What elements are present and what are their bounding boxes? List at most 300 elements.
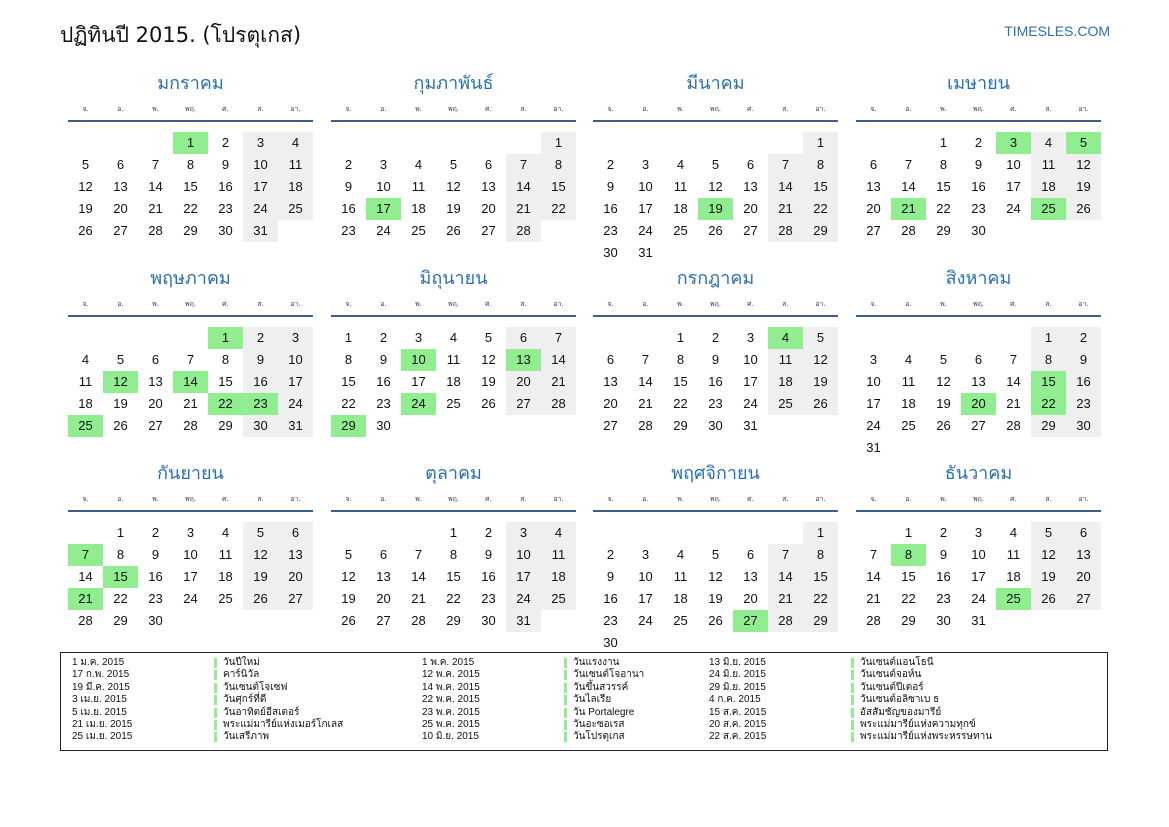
day-cell[interactable]: 1 [939,135,948,150]
day-cell[interactable]: 24 [506,588,541,610]
day-cell[interactable]: 23 [603,223,618,238]
day-cell[interactable]: 29 [1031,415,1066,437]
day-cell[interactable]: 30 [243,415,278,437]
day-cell[interactable]: 22 [803,588,838,610]
day-cell[interactable]: 24 [376,223,391,238]
day-cell[interactable]: 17 [1006,179,1021,194]
day-cell[interactable]: 9 [484,547,493,562]
day-cell[interactable]: 18 [673,201,688,216]
day-cell[interactable]: 4 [221,525,230,540]
day-cell[interactable]: 2 [243,327,278,349]
day-cell[interactable]: 14 [1006,374,1021,389]
day-cell[interactable]: 28 [866,613,881,628]
day-cell[interactable]: 1 [803,132,838,154]
day-cell[interactable]: 3 [243,132,278,154]
day-cell[interactable]: 9 [974,157,983,172]
day-cell[interactable]: 14 [638,374,653,389]
day-cell[interactable]: 22 [341,396,356,411]
day-cell[interactable]: 17 [506,566,541,588]
day-cell[interactable]: 13 [506,349,541,371]
day-cell[interactable]: 17 [243,176,278,198]
day-cell[interactable]: 24 [638,223,653,238]
day-cell[interactable]: 6 [869,157,878,172]
day-cell[interactable]: 12 [481,352,496,367]
day-cell[interactable]: 16 [243,371,278,393]
day-cell[interactable]: 31 [506,610,541,632]
day-cell[interactable]: 28 [506,220,541,242]
day-cell[interactable]: 5 [711,157,720,172]
day-cell[interactable]: 10 [638,179,653,194]
day-cell[interactable]: 15 [218,374,233,389]
day-cell[interactable]: 9 [606,569,615,584]
day-cell[interactable]: 13 [481,179,496,194]
day-cell[interactable]: 30 [603,635,618,650]
day-cell[interactable]: 8 [939,157,948,172]
day-cell[interactable]: 3 [746,330,755,345]
day-cell[interactable]: 10 [278,349,313,371]
day-cell[interactable]: 3 [278,327,313,349]
day-cell[interactable]: 15 [901,569,916,584]
day-cell[interactable]: 18 [78,396,93,411]
day-cell[interactable]: 17 [866,396,881,411]
day-cell[interactable]: 16 [708,374,723,389]
day-cell[interactable]: 17 [366,198,401,220]
day-cell[interactable]: 10 [183,547,198,562]
day-cell[interactable]: 11 [768,349,803,371]
day-cell[interactable]: 4 [541,522,576,544]
day-cell[interactable]: 30 [481,613,496,628]
day-cell[interactable]: 22 [208,393,243,415]
day-cell[interactable]: 19 [936,396,951,411]
day-cell[interactable]: 19 [803,371,838,393]
day-cell[interactable]: 9 [379,352,388,367]
day-cell[interactable]: 13 [866,179,881,194]
day-cell[interactable]: 26 [341,613,356,628]
day-cell[interactable]: 20 [1066,566,1101,588]
day-cell[interactable]: 30 [1066,415,1101,437]
day-cell[interactable]: 22 [446,591,461,606]
day-cell[interactable]: 22 [541,198,576,220]
day-cell[interactable]: 25 [446,396,461,411]
day-cell[interactable]: 27 [733,610,768,632]
day-cell[interactable]: 6 [379,547,388,562]
day-cell[interactable]: 7 [506,154,541,176]
day-cell[interactable]: 23 [971,201,986,216]
day-cell[interactable]: 6 [116,157,125,172]
day-cell[interactable]: 21 [638,396,653,411]
day-cell[interactable]: 29 [803,220,838,242]
day-cell[interactable]: 16 [376,374,391,389]
day-cell[interactable]: 23 [218,201,233,216]
day-cell[interactable]: 17 [971,569,986,584]
day-cell[interactable]: 24 [243,198,278,220]
day-cell[interactable]: 8 [116,547,125,562]
day-cell[interactable]: 22 [673,396,688,411]
day-cell[interactable]: 6 [506,327,541,349]
day-cell[interactable]: 2 [939,525,948,540]
day-cell[interactable]: 31 [278,415,313,437]
day-cell[interactable]: 3 [869,352,878,367]
day-cell[interactable]: 25 [1031,198,1066,220]
day-cell[interactable]: 6 [746,547,755,562]
day-cell[interactable]: 27 [743,223,758,238]
day-cell[interactable]: 22 [803,198,838,220]
day-cell[interactable]: 24 [866,418,881,433]
day-cell[interactable]: 5 [243,522,278,544]
day-cell[interactable]: 21 [541,371,576,393]
day-cell[interactable]: 1 [449,525,458,540]
day-cell[interactable]: 22 [183,201,198,216]
day-cell[interactable]: 27 [113,223,128,238]
day-cell[interactable]: 11 [541,544,576,566]
day-cell[interactable]: 2 [379,330,388,345]
day-cell[interactable]: 29 [183,223,198,238]
day-cell[interactable]: 4 [676,157,685,172]
day-cell[interactable]: 11 [673,569,688,584]
day-cell[interactable]: 27 [1066,588,1101,610]
day-cell[interactable]: 1 [541,132,576,154]
day-cell[interactable]: 3 [974,525,983,540]
day-cell[interactable]: 19 [78,201,93,216]
day-cell[interactable]: 7 [1009,352,1018,367]
day-cell[interactable]: 19 [1066,176,1101,198]
day-cell[interactable]: 1 [116,525,125,540]
day-cell[interactable]: 11 [901,374,916,389]
day-cell[interactable]: 17 [638,591,653,606]
day-cell[interactable]: 8 [186,157,195,172]
day-cell[interactable]: 4 [768,327,803,349]
day-cell[interactable]: 20 [481,201,496,216]
day-cell[interactable]: 6 [484,157,493,172]
day-cell[interactable]: 5 [711,547,720,562]
day-cell[interactable]: 18 [218,569,233,584]
day-cell[interactable]: 30 [218,223,233,238]
day-cell[interactable]: 5 [484,330,493,345]
day-cell[interactable]: 12 [1031,544,1066,566]
day-cell[interactable]: 1 [1031,327,1066,349]
day-cell[interactable]: 20 [603,396,618,411]
day-cell[interactable]: 28 [901,223,916,238]
day-cell[interactable]: 18 [673,591,688,606]
day-cell[interactable]: 1 [904,525,913,540]
day-cell[interactable]: 9 [606,179,615,194]
day-cell[interactable]: 17 [638,201,653,216]
day-cell[interactable]: 29 [446,613,461,628]
day-cell[interactable]: 13 [113,179,128,194]
day-cell[interactable]: 20 [743,201,758,216]
day-cell[interactable]: 24 [638,613,653,628]
day-cell[interactable]: 19 [1031,566,1066,588]
day-cell[interactable]: 16 [481,569,496,584]
day-cell[interactable]: 10 [866,374,881,389]
day-cell[interactable]: 2 [151,525,160,540]
day-cell[interactable]: 23 [936,591,951,606]
day-cell[interactable]: 16 [1066,371,1101,393]
day-cell[interactable]: 3 [996,132,1031,154]
day-cell[interactable]: 21 [183,396,198,411]
day-cell[interactable]: 19 [446,201,461,216]
day-cell[interactable]: 22 [113,591,128,606]
day-cell[interactable]: 2 [606,157,615,172]
day-cell[interactable]: 22 [1031,393,1066,415]
day-cell[interactable]: 5 [116,352,125,367]
day-cell[interactable]: 26 [708,223,723,238]
day-cell[interactable]: 25 [768,393,803,415]
day-cell[interactable]: 21 [506,198,541,220]
day-cell[interactable]: 27 [971,418,986,433]
day-cell[interactable]: 19 [113,396,128,411]
day-cell[interactable]: 30 [376,418,391,433]
day-cell[interactable]: 26 [708,613,723,628]
day-cell[interactable]: 8 [1031,349,1066,371]
day-cell[interactable]: 25 [996,588,1031,610]
day-cell[interactable]: 15 [103,566,138,588]
day-cell[interactable]: 18 [278,176,313,198]
day-cell[interactable]: 15 [803,176,838,198]
day-cell[interactable]: 9 [243,349,278,371]
day-cell[interactable]: 25 [411,223,426,238]
day-cell[interactable]: 15 [541,176,576,198]
day-cell[interactable]: 26 [1031,588,1066,610]
day-cell[interactable]: 6 [974,352,983,367]
day-cell[interactable]: 20 [866,201,881,216]
day-cell[interactable]: 28 [183,418,198,433]
day-cell[interactable]: 4 [449,330,458,345]
day-cell[interactable]: 5 [939,352,948,367]
day-cell[interactable]: 4 [904,352,913,367]
day-cell[interactable]: 13 [376,569,391,584]
day-cell[interactable]: 28 [1006,418,1021,433]
day-cell[interactable]: 20 [743,591,758,606]
day-cell[interactable]: 14 [78,569,93,584]
day-cell[interactable]: 8 [803,154,838,176]
day-cell[interactable]: 31 [243,220,278,242]
day-cell[interactable]: 14 [173,371,208,393]
day-cell[interactable]: 21 [768,588,803,610]
day-cell[interactable]: 7 [68,544,103,566]
day-cell[interactable]: 19 [481,374,496,389]
day-cell[interactable]: 20 [278,566,313,588]
day-cell[interactable]: 7 [186,352,195,367]
day-cell[interactable]: 1 [208,327,243,349]
day-cell[interactable]: 16 [603,591,618,606]
day-cell[interactable]: 9 [1066,349,1101,371]
day-cell[interactable]: 26 [243,588,278,610]
day-cell[interactable]: 5 [803,327,838,349]
day-cell[interactable]: 14 [541,349,576,371]
day-cell[interactable]: 31 [743,418,758,433]
day-cell[interactable]: 10 [638,569,653,584]
day-cell[interactable]: 21 [411,591,426,606]
day-cell[interactable]: 12 [446,179,461,194]
site-link[interactable]: TIMESLES.COM [1004,23,1110,39]
day-cell[interactable]: 21 [148,201,163,216]
day-cell[interactable]: 21 [891,198,926,220]
day-cell[interactable]: 7 [414,547,423,562]
day-cell[interactable]: 13 [278,544,313,566]
day-cell[interactable]: 6 [746,157,755,172]
day-cell[interactable]: 30 [936,613,951,628]
day-cell[interactable]: 13 [743,569,758,584]
day-cell[interactable]: 29 [673,418,688,433]
day-cell[interactable]: 8 [449,547,458,562]
day-cell[interactable]: 27 [278,588,313,610]
day-cell[interactable]: 18 [541,566,576,588]
day-cell[interactable]: 27 [148,418,163,433]
day-cell[interactable]: 21 [866,591,881,606]
day-cell[interactable]: 24 [1006,201,1021,216]
day-cell[interactable]: 8 [676,352,685,367]
day-cell[interactable]: 28 [768,610,803,632]
day-cell[interactable]: 23 [708,396,723,411]
day-cell[interactable]: 13 [1066,544,1101,566]
day-cell[interactable]: 14 [768,176,803,198]
day-cell[interactable]: 30 [603,245,618,260]
day-cell[interactable]: 14 [411,569,426,584]
day-cell[interactable]: 19 [243,566,278,588]
day-cell[interactable]: 10 [401,349,436,371]
day-cell[interactable]: 9 [221,157,230,172]
day-cell[interactable]: 29 [803,610,838,632]
day-cell[interactable]: 15 [446,569,461,584]
day-cell[interactable]: 26 [1066,198,1101,220]
day-cell[interactable]: 16 [971,179,986,194]
day-cell[interactable]: 12 [243,544,278,566]
day-cell[interactable]: 25 [218,591,233,606]
day-cell[interactable]: 12 [708,569,723,584]
day-cell[interactable]: 15 [341,374,356,389]
day-cell[interactable]: 29 [936,223,951,238]
day-cell[interactable]: 29 [113,613,128,628]
day-cell[interactable]: 29 [331,415,366,437]
day-cell[interactable]: 22 [936,201,951,216]
day-cell[interactable]: 8 [221,352,230,367]
day-cell[interactable]: 19 [708,591,723,606]
day-cell[interactable]: 31 [971,613,986,628]
day-cell[interactable]: 24 [971,591,986,606]
day-cell[interactable]: 6 [1066,522,1101,544]
day-cell[interactable]: 12 [78,179,93,194]
day-cell[interactable]: 12 [803,349,838,371]
day-cell[interactable]: 26 [78,223,93,238]
day-cell[interactable]: 1 [344,330,353,345]
day-cell[interactable]: 30 [708,418,723,433]
day-cell[interactable]: 18 [411,201,426,216]
day-cell[interactable]: 8 [344,352,353,367]
day-cell[interactable]: 5 [1066,132,1101,154]
day-cell[interactable]: 17 [411,374,426,389]
day-cell[interactable]: 27 [376,613,391,628]
day-cell[interactable]: 9 [939,547,948,562]
day-cell[interactable]: 28 [148,223,163,238]
day-cell[interactable]: 4 [278,132,313,154]
day-cell[interactable]: 1 [173,132,208,154]
day-cell[interactable]: 12 [103,371,138,393]
day-cell[interactable]: 7 [869,547,878,562]
day-cell[interactable]: 30 [148,613,163,628]
day-cell[interactable]: 28 [541,393,576,415]
day-cell[interactable]: 12 [936,374,951,389]
day-cell[interactable]: 11 [1006,547,1021,562]
day-cell[interactable]: 25 [901,418,916,433]
day-cell[interactable]: 15 [936,179,951,194]
day-cell[interactable]: 3 [414,330,423,345]
day-cell[interactable]: 7 [641,352,650,367]
day-cell[interactable]: 20 [148,396,163,411]
day-cell[interactable]: 25 [673,223,688,238]
day-cell[interactable]: 2 [711,330,720,345]
day-cell[interactable]: 2 [606,547,615,562]
day-cell[interactable]: 23 [1066,393,1101,415]
day-cell[interactable]: 16 [341,201,356,216]
day-cell[interactable]: 19 [341,591,356,606]
day-cell[interactable]: 4 [676,547,685,562]
day-cell[interactable]: 31 [866,440,881,455]
day-cell[interactable]: 17 [743,374,758,389]
day-cell[interactable]: 7 [768,544,803,566]
day-cell[interactable]: 4 [1009,525,1018,540]
day-cell[interactable]: 23 [341,223,356,238]
day-cell[interactable]: 18 [1006,569,1021,584]
day-cell[interactable]: 10 [1006,157,1021,172]
day-cell[interactable]: 26 [936,418,951,433]
day-cell[interactable]: 19 [698,198,733,220]
day-cell[interactable]: 14 [866,569,881,584]
day-cell[interactable]: 3 [641,157,650,172]
day-cell[interactable]: 26 [481,396,496,411]
day-cell[interactable]: 26 [113,418,128,433]
day-cell[interactable]: 29 [901,613,916,628]
day-cell[interactable]: 25 [278,198,313,220]
day-cell[interactable]: 25 [673,613,688,628]
day-cell[interactable]: 1 [676,330,685,345]
day-cell[interactable]: 2 [221,135,230,150]
day-cell[interactable]: 20 [506,371,541,393]
day-cell[interactable]: 13 [743,179,758,194]
day-cell[interactable]: 16 [218,179,233,194]
day-cell[interactable]: 25 [68,415,103,437]
day-cell[interactable]: 27 [506,393,541,415]
day-cell[interactable]: 23 [376,396,391,411]
day-cell[interactable]: 11 [673,179,688,194]
day-cell[interactable]: 4 [1031,132,1066,154]
day-cell[interactable]: 16 [936,569,951,584]
day-cell[interactable]: 8 [541,154,576,176]
day-cell[interactable]: 24 [278,393,313,415]
day-cell[interactable]: 17 [278,371,313,393]
day-cell[interactable]: 12 [341,569,356,584]
day-cell[interactable]: 27 [866,223,881,238]
day-cell[interactable]: 6 [606,352,615,367]
day-cell[interactable]: 17 [183,569,198,584]
day-cell[interactable]: 28 [411,613,426,628]
day-cell[interactable]: 13 [148,374,163,389]
day-cell[interactable]: 2 [974,135,983,150]
day-cell[interactable]: 27 [603,418,618,433]
day-cell[interactable]: 4 [81,352,90,367]
day-cell[interactable]: 15 [803,566,838,588]
day-cell[interactable]: 9 [151,547,160,562]
day-cell[interactable]: 30 [971,223,986,238]
day-cell[interactable]: 10 [376,179,391,194]
day-cell[interactable]: 2 [344,157,353,172]
day-cell[interactable]: 2 [1066,327,1101,349]
day-cell[interactable]: 16 [148,569,163,584]
day-cell[interactable]: 15 [183,179,198,194]
day-cell[interactable]: 3 [506,522,541,544]
day-cell[interactable]: 28 [768,220,803,242]
day-cell[interactable]: 31 [638,245,653,260]
